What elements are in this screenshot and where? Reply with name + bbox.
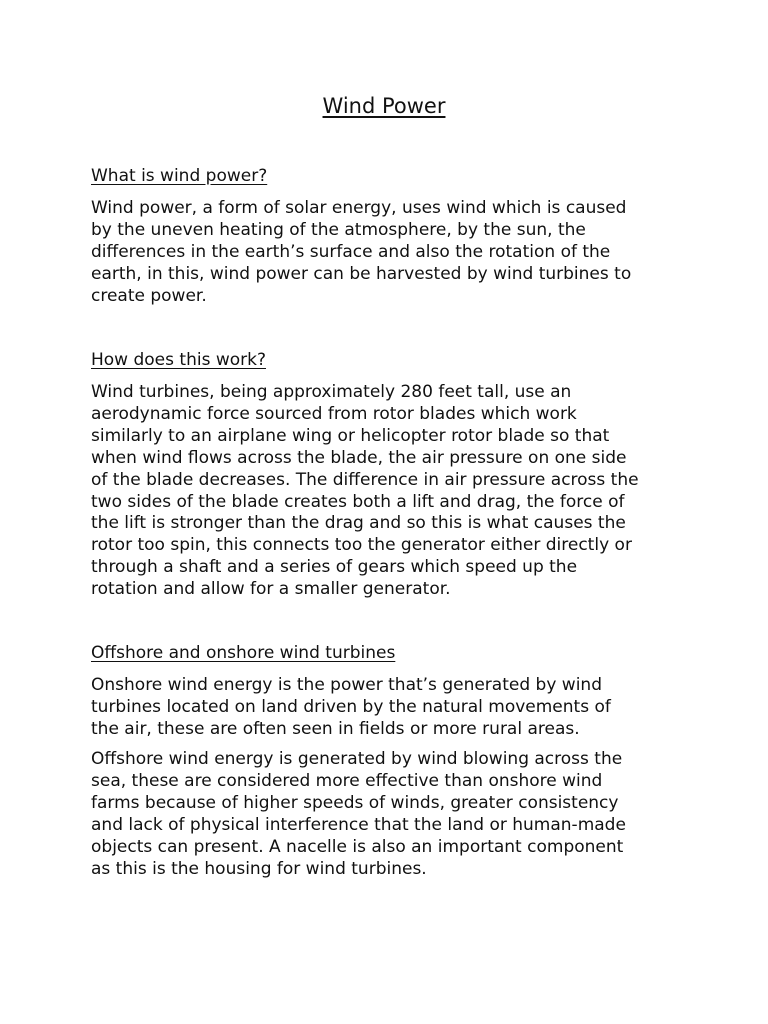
text-line: rotor too spin, this connects too the generator either directly or: [91, 535, 632, 556]
text-line: differences in the earth’s surface and also the rotation of the: [91, 241, 611, 262]
page-title: Wind Power: [322, 94, 446, 118]
text-line: earth, in this, wind power can be harvested by wind turbines to: [91, 263, 632, 284]
text-line: sea, these are considered more effective than onshore wind: [91, 770, 603, 791]
section-heading-how-does-this-work: How does this work?: [91, 350, 266, 370]
text-line: rotation and allow for a smaller generator.: [91, 579, 451, 600]
text-line: Wind power, a form of solar energy, uses wind which is caused: [91, 198, 627, 218]
text-line: turbines located on land driven by the natural movements of: [91, 696, 611, 717]
text-line: aerodynamic force sourced from rotor blades which work: [91, 403, 577, 424]
section-heading-what-is-wind-power: What is wind power?: [91, 166, 268, 186]
text-line: similarly to an airplane wing or helicopter rotor blade so that: [91, 425, 610, 446]
text-line: create power.: [91, 285, 207, 306]
text-line: and lack of physical interference that the land or human-made: [91, 814, 626, 835]
text-line: two sides of the blade creates both a lift and drag, the force of: [91, 491, 625, 512]
text-line: by the uneven heating of the atmosphere, by the sun, the: [91, 219, 586, 240]
text-line: Wind turbines, being approximately 280 feet tall, use an: [91, 382, 572, 402]
text-line: farms because of higher speeds of winds, greater consistency: [91, 792, 619, 813]
text-line: when wind flows across the blade, the air pressure on one side: [91, 447, 627, 468]
text-line: the lift is stronger than the drag and so this is what causes the: [91, 513, 626, 534]
paragraph-what-is-wind-power: [91, 198, 691, 308]
text-line: through a shaft and a series of gears which speed up the: [91, 557, 578, 578]
paragraph-how-does-this-work: [91, 382, 691, 601]
paragraph-onshore: [91, 675, 691, 741]
paragraph-offshore: [91, 749, 691, 880]
text-line: Offshore wind energy is generated by wind blowing across the: [91, 749, 623, 769]
section-heading-offshore-onshore: Offshore and onshore wind turbines: [91, 643, 396, 663]
text-line: the air, these are often seen in fields or more rural areas.: [91, 718, 580, 739]
text-line: as this is the housing for wind turbines.: [91, 858, 427, 879]
text-line: of the blade decreases. The difference in air pressure across the: [91, 469, 639, 490]
text-line: Onshore wind energy is the power that’s generated by wind: [91, 675, 602, 695]
text-line: objects can present. A nacelle is also an important component: [91, 836, 624, 857]
